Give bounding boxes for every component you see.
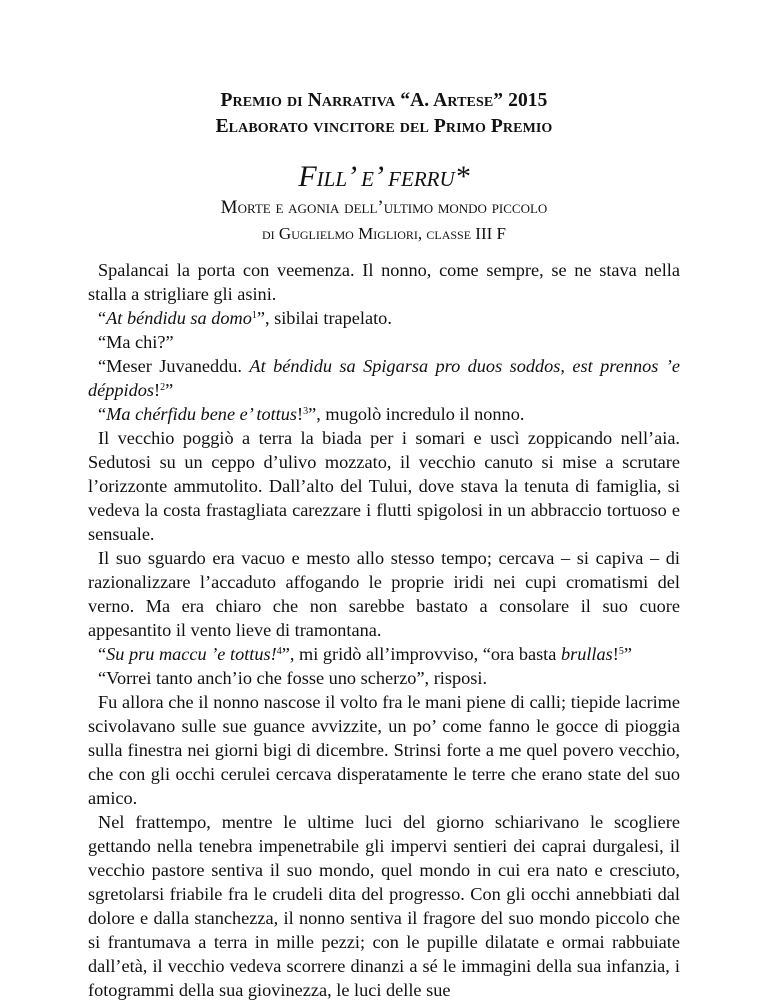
paragraph: Il vecchio poggiò a terra la biada per i somari e uscì zoppicando nell’aia. Sedutosi su un ceppo d’ulivo mozzato, il vecchio canuto si mise a scrutare l’orizzonte ammutolito. Dall’alto del Tului, dove stava la tenuta di famiglia, si vedeva la costa frastagliata carezzare i flutti spigolosi in un abbraccio tortuoso e sensuale. bbox=[88, 428, 680, 544]
paragraph: “Vorrei tanto anch’io che fosse uno scherzo”, risposi. bbox=[98, 668, 488, 688]
exclamation: ! bbox=[154, 380, 161, 400]
dialect-text: Su pru maccu ’e tottus! bbox=[106, 644, 277, 664]
dialect-text: Ma chérfidu bene e’ tottus bbox=[106, 404, 298, 424]
quote-mark: ” bbox=[623, 644, 632, 664]
quote-mark: “ bbox=[98, 644, 107, 664]
story-byline: di Guglielmo Migliori, classe III F bbox=[262, 224, 506, 243]
paragraph bbox=[88, 642, 680, 666]
footnote-marker: 2 bbox=[160, 382, 166, 393]
paragraph bbox=[88, 402, 680, 426]
paragraph bbox=[88, 306, 680, 330]
story-subtitle: Morte e agonia dell’ultimo mondo piccolo bbox=[220, 197, 548, 218]
paragraph: Il suo sguardo era vacuo e mesto allo stesso tempo; cercava – si capiva – di razionalizzare l’accaduto affogando le proprie iridi nei cupi cromatismi del verno. Ma era chiaro che non sarebbe bastato a consolare il suo cuore appesantito il vento lieve di tramontana. bbox=[88, 548, 680, 640]
footnote-marker: 5 bbox=[618, 646, 624, 657]
story-title: Fill’ e’ ferru* bbox=[298, 160, 470, 193]
exclamation: ! bbox=[297, 404, 304, 424]
paragraph: “Ma chi?” bbox=[98, 332, 174, 352]
paragraph: Nel frattempo, mentre le ultime luci del giorno schiarivano le scogliere gettando nella tenebra impenetrabile gli impervi sentieri dei caprai durgalesi, il vecchio pastore sentiva il suo mondo, quel mondo in cui era nato e cresciuto, sgretolarsi friabile fra le crudeli dita del progresso. Con gli occhi annebbiati dal dolore e dalla stanchezza, il nonno sentiva il fragore del suo mondo piccolo che si frantumava a terra in mille pezzi; con le pupille dilatate e ormai rabbuiate dall’età, il vecchio vedeva scorrere dinanzi a sé le immagini della sua infanzia, i fotogrammi della sua giovinezza, le luci delle sue bbox=[88, 812, 680, 1000]
footnote-marker: 3 bbox=[303, 406, 309, 417]
dialect-text: brullas bbox=[560, 644, 613, 664]
quote-mark: ” bbox=[165, 380, 174, 400]
paragraph: Spalancai la porta con veemenza. Il nonno, come sempre, se ne stava nella stalla a strigliare gli asini. bbox=[88, 260, 680, 304]
dialect-text: At béndidu sa Spigarsa pro duos soddos, est prennos ’e déppidos bbox=[88, 356, 680, 400]
winner-header: Elaborato vincitore del Primo Premio bbox=[215, 116, 553, 137]
paragraph: Fu allora che il nonno nascose il volto fra le mani piene di calli; tiepide lacrime scivolavano sulle sue guance avvizzite, un po’ come fanno le gocce di pioggia sulla finestra nei giorni bigi di dicembre. Strinsi forte a me quel povero vecchio, che con gli occhi cerulei cercava disperatamente le terre che erano state del suo amico. bbox=[88, 692, 680, 808]
paragraph-text: “Meser Juvaneddu. bbox=[98, 356, 250, 376]
footnote-marker: 4 bbox=[276, 646, 282, 657]
story-body bbox=[88, 258, 680, 1002]
exclamation: ! bbox=[612, 644, 619, 664]
quote-mark: “ bbox=[98, 404, 107, 424]
paragraph-text: ”, mugolò incredulo il nonno. bbox=[308, 404, 525, 424]
dialect-text: At béndidu sa domo bbox=[106, 308, 252, 328]
paragraph bbox=[88, 354, 680, 402]
footnote-marker: 1 bbox=[251, 310, 257, 321]
paragraph-text: ”, mi gridò all’improvviso, “ora basta bbox=[281, 644, 561, 664]
paragraph-text: ”, sibilai trapelato. bbox=[256, 308, 392, 328]
quote-mark: “ bbox=[98, 308, 107, 328]
prize-header: Premio di Narrativa “A. Artese” 2015 bbox=[220, 90, 548, 111]
